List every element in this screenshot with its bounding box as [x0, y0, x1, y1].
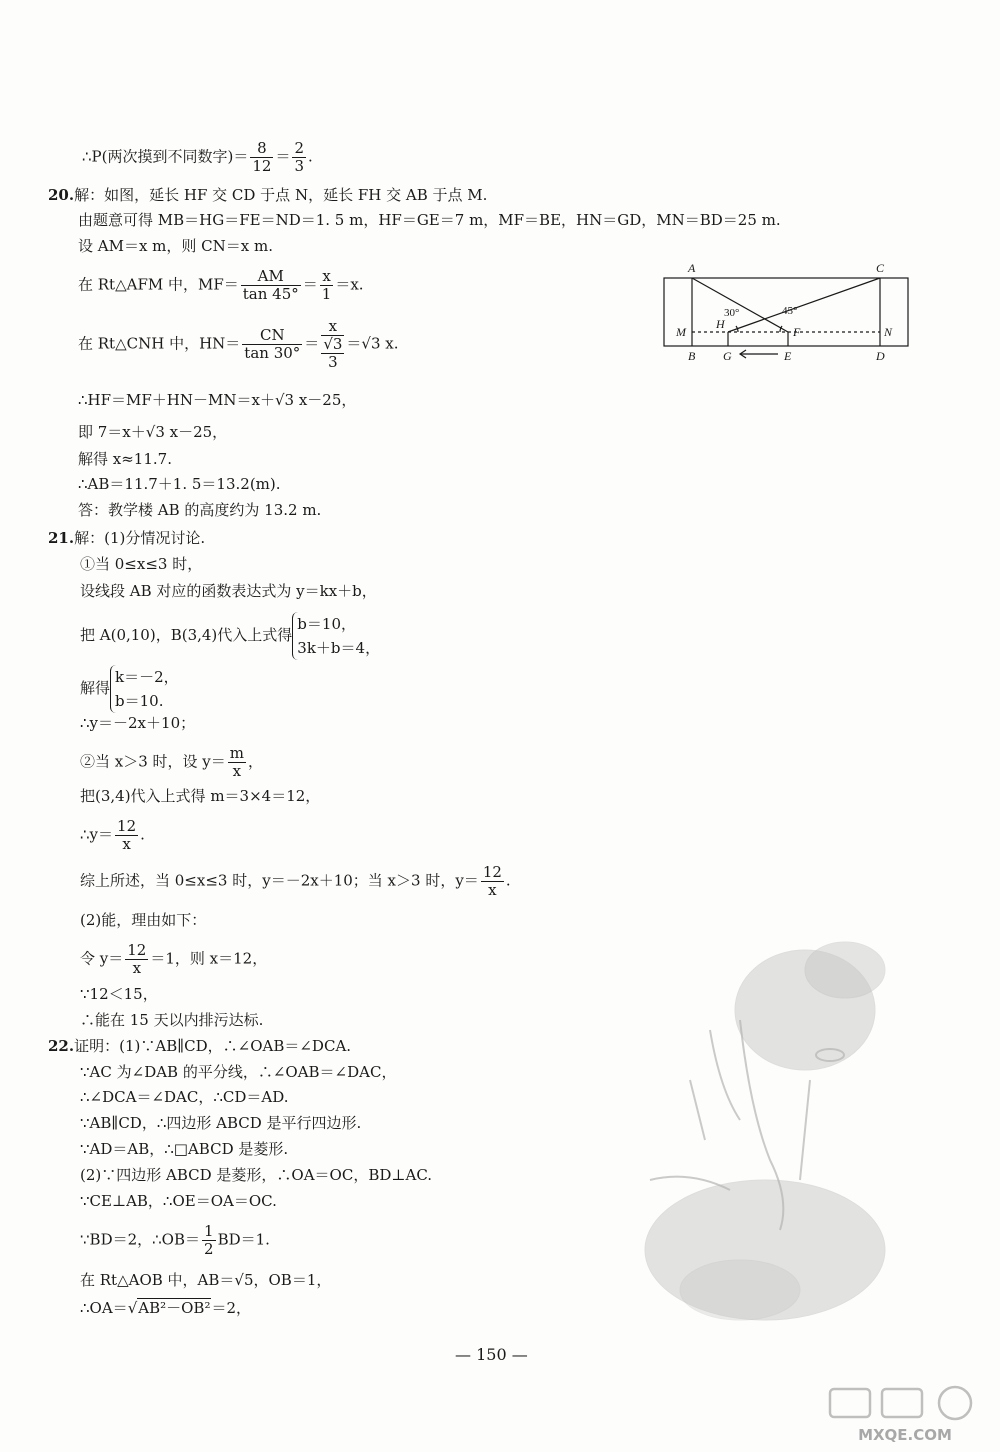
q21-line-6: ∴y＝－2x＋10；	[80, 714, 196, 732]
label-B: B	[688, 349, 696, 363]
label-A: A	[688, 261, 696, 275]
q21-line-14: ∴能在 15 天以内排污达标.	[80, 1011, 264, 1029]
q22-line-8: ∵BD＝2，∴OB＝ $\frac{1}{2}$ BD＝1.	[80, 1222, 270, 1258]
q22-line-1: 22.证明：(1)∵AB∥CD，∴∠OAB＝∠DCA.	[48, 1037, 352, 1055]
q20-line-4: 在 Rt△AFM 中，MF＝ $\frac{AM}{\tan 45^\circ}$ ＝ $\frac{x}{1}$ ＝x.	[78, 267, 364, 303]
label-E: E	[784, 349, 792, 363]
q20-line-9: ∴AB＝11.7＋1. 5＝13.2(m).	[78, 475, 281, 493]
q22-line-10: ∴OA＝√AB²－OB²＝2，	[80, 1299, 251, 1317]
q21-line-12: 令 y＝ $\frac{12}{x}$ ＝1，则 x＝12，	[80, 941, 268, 977]
q21-line-1: 21.解：(1)分情况讨论.	[48, 529, 206, 547]
q20-line-10: 答：教学楼 AB 的高度约为 13.2 m.	[78, 501, 322, 519]
label-N: N	[884, 325, 893, 339]
probability-line: ∴P(两次摸到不同数字)＝ $\frac{8}{12}$ ＝ $\frac{2}{3}$ .	[82, 139, 313, 175]
page-number: — 150 —	[455, 1345, 528, 1364]
fraction: $\frac{2}{3}$	[294, 139, 304, 175]
q21-line-4: 把 A(0,10)，B(3,4)代入上式得 b＝10， 3k＋b＝4，	[80, 612, 380, 660]
decorative-sketch-image	[630, 930, 910, 1330]
svg-text:MXQE.COM: MXQE.COM	[858, 1426, 952, 1444]
q21-line-7: ②当 x＞3 时，设 y＝ $\frac{m}{x}$ ，	[80, 744, 264, 780]
q20-line-6: ∴HF＝MF＋HN－MN＝x＋√3 x－25，	[78, 391, 357, 409]
q21-line-13: ∵12＜15，	[80, 985, 158, 1003]
q21-line-5: 解得 k＝－2， b＝10.	[80, 665, 179, 713]
q20-line-3: 设 AM＝x m，则 CN＝x m.	[78, 237, 274, 255]
question-number: 20.	[48, 186, 75, 204]
q21-line-8: 把(3,4)代入上式得 m＝3×4＝12，	[80, 787, 321, 805]
q20-line-1: 20.解：如图，延长 HF 交 CD 于点 N，延长 FH 交 AB 于点 M.	[48, 186, 488, 204]
q20-line-2: 由题意可得 MB＝HG＝FE＝ND＝1. 5 m，HF＝GE＝7 m，MF＝BE，HN＝GD，MN＝BD＝25 m.	[78, 211, 781, 229]
label-C: C	[876, 261, 885, 275]
q22-line-7: ∵CE⊥AB，∴OE＝OA＝OC.	[80, 1192, 277, 1210]
label-H: H	[716, 317, 725, 331]
q20-line-7: 即 7＝x＋√3 x－25，	[78, 423, 228, 441]
q22-line-6: (2)∵四边形 ABCD 是菱形，∴OA＝OC，BD⊥AC.	[80, 1166, 433, 1184]
fraction: $\frac{8}{12}$	[252, 139, 272, 175]
q22-line-9: 在 Rt△AOB 中，AB＝√5，OB＝1，	[80, 1271, 332, 1289]
q22-line-2: ∵AC 为∠DAB 的平分线，∴∠OAB＝∠DAC，	[80, 1063, 397, 1081]
label-45deg: 45°	[782, 305, 798, 317]
question-number: 21.	[48, 529, 75, 547]
label-M: M	[676, 325, 686, 339]
q21-line-2: ①当 0≤x≤3 时，	[80, 555, 203, 573]
question-number: 22.	[48, 1037, 75, 1055]
label-D: D	[876, 349, 885, 363]
watermark-logo	[820, 1385, 990, 1445]
q20-line-5: 在 Rt△CNH 中，HN＝ $\frac{CN}{\tan 30^\circ}$ ＝ x √3 3 ＝√3 x.	[78, 317, 399, 371]
q21-line-9: ∴y＝ $\frac{12}{x}$ .	[80, 817, 145, 853]
q20-line-8: 解得 x≈11.7.	[78, 450, 172, 468]
q21-line-10: 综上所述，当 0≤x≤3 时，y＝－2x＋10；当 x＞3 时，y＝ $\frac{12}{x}$ .	[80, 863, 511, 899]
geometry-figure	[660, 260, 912, 370]
q21-line-11: (2)能，理由如下：	[80, 911, 207, 929]
label-F: F	[793, 325, 801, 339]
label-30deg: 30°	[724, 307, 740, 319]
q22-line-3: ∴∠DCA＝∠DAC，∴CD＝AD.	[80, 1088, 289, 1106]
label-G: G	[723, 349, 732, 363]
q22-line-4: ∵AB∥CD，∴四边形 ABCD 是平行四边形.	[80, 1114, 362, 1132]
q22-line-5: ∵AD＝AB，∴□ABCD 是菱形.	[80, 1140, 289, 1158]
q21-line-3: 设线段 AB 对应的函数表达式为 y＝kx＋b，	[80, 582, 377, 600]
probability-text: ∴P(两次摸到不同数字)＝	[82, 147, 249, 166]
